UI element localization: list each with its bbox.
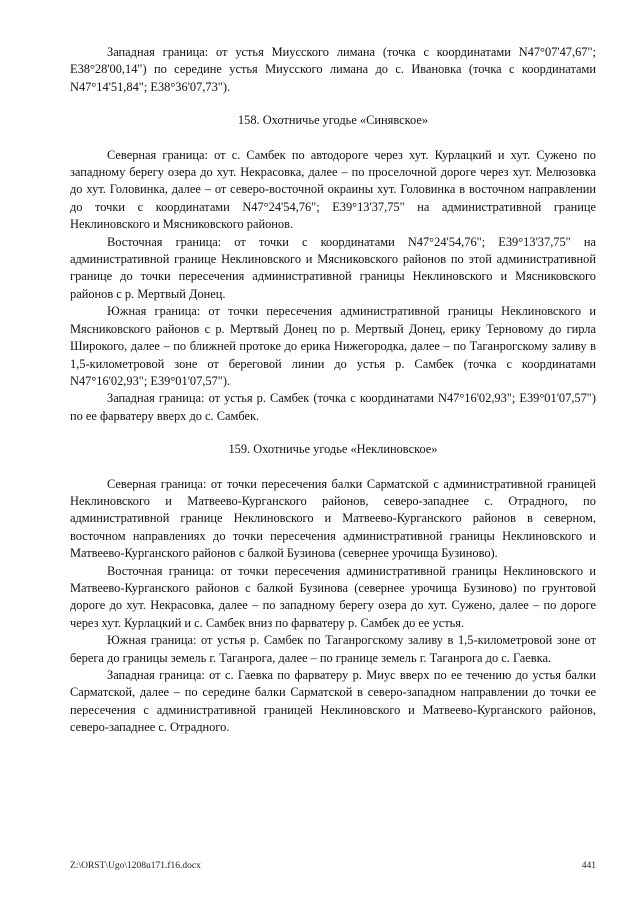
paragraph-north-border: Северная граница: от с. Самбек по автодороге через хут. Курлацкий и хут. Сужено по западному берегу озера до хут. Некрасовка, далее – по проселочной дороге через хут. Мелюзовка до хут. Головинка, далее – от северо-восточной окраины хут. Головинка в восточном направлении до точки с координатами N47°24'54,76"; E39°13'37,75" на административной границе Неклиновского и Мясниковского районов.: [70, 147, 596, 232]
paragraph-north-border: Северная граница: от точки пересечения балки Сарматской с административной границей Неклиновского и Матвеево-Курганского районов, северо-западнее с. Отрадного, по административной границе Неклиновского и Матвеево-Курганского районов в северном, восточном направлениях до точки пересечения административной границы Неклиновского и Матвеево-Курганского районов с балкой Бузинова (севернее урочища Бузиново).: [70, 476, 596, 561]
section-159: [70, 441, 596, 737]
paragraph-east-border: Восточная граница: от точки пересечения административной границы Неклиновского и Матвеево-Курганского районов с балкой Бузинова (севернее урочища Бузиново) по грунтовой дороге до хут. Некрасовка, далее – по западному берегу озера до хут. Сужено, далее – по дороге через хут. Курлацкий и с. Самбек вниз по фарватеру р. Самбек до ее устья.: [70, 563, 596, 630]
section-heading: 158. Охотничье угодье «Синявское»: [237, 113, 429, 128]
paragraph-south-border: Южная граница: от устья р. Самбек по Таганрогскому заливу в 1,5-километровой зоне от берега до границы земель г. Таганрога, далее – по границе земель г. Таганрога до с. Гаевка.: [70, 633, 596, 665]
intro-paragraph: Западная граница: от устья Миусского лимана (точка с координатами N47°07'47,67"; E38°28'00,14") по середине устья Миусского лимана до с. Ивановка (точка с координатами N47°14'51,84"; E38°36'07,73").: [70, 45, 596, 94]
footer-file-path: Z:\ORST\Ugo\1208u171.f16.docx: [70, 861, 201, 871]
paragraph-south-border: Южная граница: от точки пересечения административной границы Неклиновского и Мясниковского районов с р. Мертвый Донец по р. Мертвый Донец, ерику Терновому до гирла Широкого, далее – по ближней протоке до ерика Нижегородка, далее – по Таганрогскому заливу в 1,5-километровой зоне от береговой линии до устья р. Самбек (точка с координатами N47°16'02,93"; E39°01'07,57").: [70, 304, 596, 388]
section-heading: 159. Охотничье угодье «Неклиновское»: [228, 442, 438, 457]
paragraph-east-border: Восточная граница: от точки с координатами N47°24'54,76"; E39°13'37,75" на административной границе Неклиновского и Мясниковского районов по этой административной границе до точки пересечения административной границы Неклиновского и Мясниковского районов с р. Мертвый Донец.: [70, 234, 596, 301]
page-number: 441: [581, 861, 596, 871]
document-body: [70, 44, 596, 737]
paragraph-west-border: Западная граница: от с. Гаевка по фарватеру р. Миус вверх по ее течению до устья балки Сарматской, далее – по середине балки Сарматской в северо-западном направлении до точки ее пересечения с административной границей Неклиновского и Матвеево-Курганского районов, северо-западнее с. Отрадного.: [70, 668, 596, 735]
section-158: [70, 112, 596, 425]
paragraph-west-border: Западная граница: от устья р. Самбек (точка с координатами N47°16'02,93"; E39°01'07,57") по ее фарватеру вверх до с. Самбек.: [70, 391, 596, 423]
